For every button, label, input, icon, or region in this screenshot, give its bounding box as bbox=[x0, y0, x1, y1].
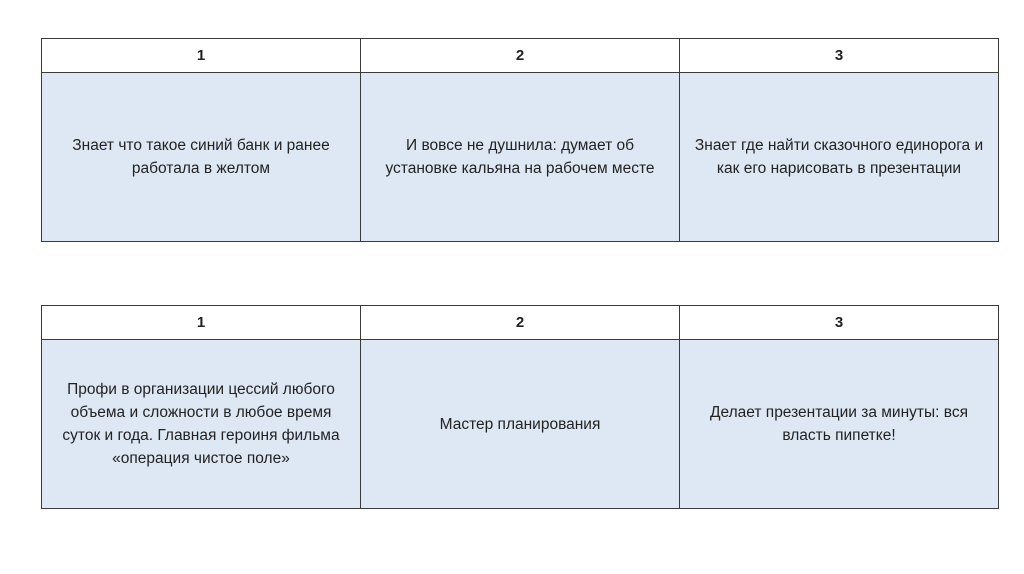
table-1-header-col-3: 3 bbox=[680, 39, 999, 73]
table-2-header-col-3: 3 bbox=[680, 306, 999, 340]
table-1-header-row bbox=[42, 39, 999, 73]
table-2-header-row bbox=[42, 306, 999, 340]
table-2-cell-2 bbox=[361, 340, 680, 509]
table-1-cell-2 bbox=[361, 73, 680, 242]
table-1-cell-1 bbox=[42, 73, 361, 242]
table-2-cell-1 bbox=[42, 340, 361, 509]
table-1-cell-2-text: И вовсе не душнила: думает об установке кальяна на рабочем месте bbox=[385, 137, 655, 177]
table-1-cell-3 bbox=[680, 73, 999, 242]
table-2 bbox=[41, 305, 999, 509]
table-1-header-col-1: 1 bbox=[42, 39, 361, 73]
table-2-cell-2-text: Мастер планирования bbox=[439, 415, 601, 433]
table-2-cell-1-text: Профи в организации цессий любого объема и сложности в любое время суток и года. Главная героиня фильма «операция чистое поле» bbox=[62, 381, 340, 467]
table-2-header-col-1: 1 bbox=[42, 306, 361, 340]
table-1-header-col-2: 2 bbox=[361, 39, 680, 73]
table-2-body-row bbox=[42, 340, 999, 509]
table-2-cell-3-text: Делает презентации за минуты: вся власть пипетке! bbox=[710, 404, 968, 444]
table-2-header-col-2: 2 bbox=[361, 306, 680, 340]
table-1 bbox=[41, 38, 999, 242]
table-1-cell-3-text: Знает где найти сказочного единорога и как его нарисовать в презентации bbox=[694, 137, 984, 177]
table-1-cell-1-text: Знает что такое синий банк и ранее работала в желтом bbox=[72, 137, 330, 177]
table-2-cell-3 bbox=[680, 340, 999, 509]
table-1-body-row bbox=[42, 73, 999, 242]
